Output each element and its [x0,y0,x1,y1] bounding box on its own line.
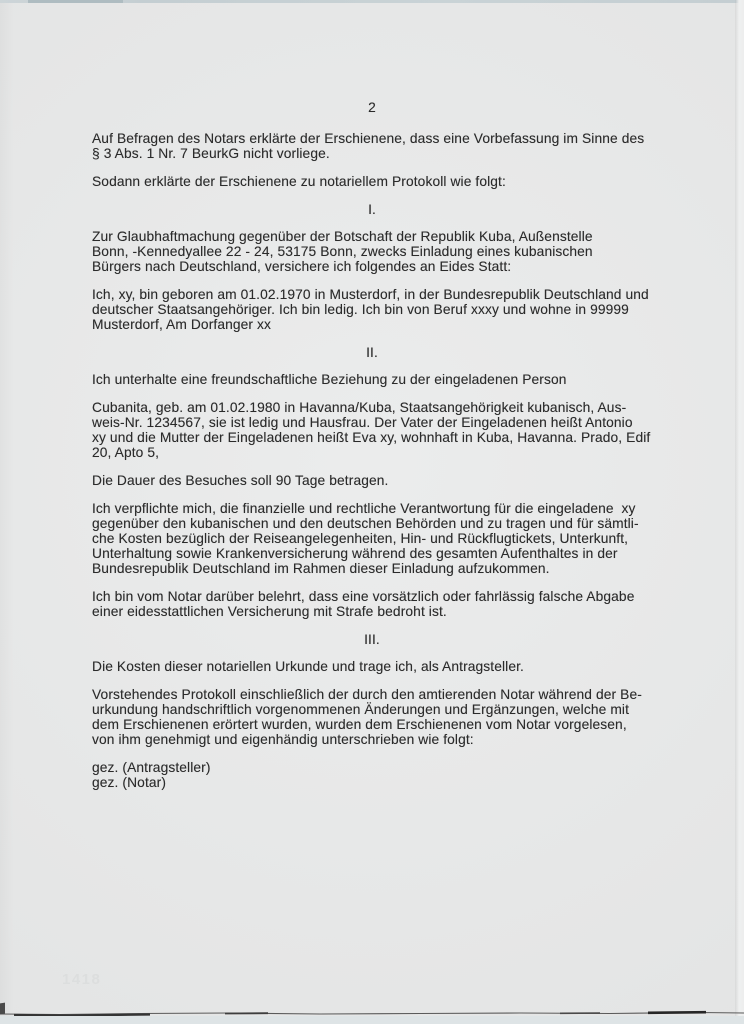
paragraph [92,760,652,790]
doc-line: Ich verpflichte mich, die finanzielle und rechtliche Verantwortung für die eingeladene xy [92,501,636,516]
section-heading [92,202,652,217]
paragraph [92,659,652,674]
section-heading [92,632,652,647]
doc-line: Die Kosten dieser notariellen Urkunde und trage ich, als Antragsteller. [92,659,524,674]
doc-line: III. [364,632,380,647]
doc-line: I. [368,202,376,217]
scan-artifact-top-edge [0,0,744,3]
doc-line: gez. (Notar) [92,775,167,790]
paragraph [92,473,652,488]
doc-line: Die Dauer des Besuches soll 90 Tage betragen. [92,473,389,488]
doc-line: weis-Nr. 1234567, sie ist ledig und Hausfrau. Der Vater der Eingeladenen heißt Antonio [92,415,633,430]
scan-artifact-right-band [735,0,744,1024]
doc-line: § 3 Abs. 1 Nr. 7 BeurkG nicht vorliege. [92,146,330,161]
doc-line: Ich unterhalte eine freundschaftliche Beziehung zu der eingeladenen Person [92,372,567,387]
doc-line: einer eidesstattlichen Versicherung mit Strafe bedroht ist. [92,604,447,619]
scan-artifact-left-tick [0,1003,5,1015]
doc-line: Musterdorf, Am Dorfanger xx [92,317,272,332]
document-content [92,100,652,803]
doc-line: deutscher Staatsangehöriger. Ich bin ledig. Ich bin von Beruf xxxy und wohne in 99999 [92,302,629,317]
scan-footer-mark: 1418 [62,971,102,988]
doc-line: Auf Befragen des Notars erklärte der Erschienene, dass eine Vorbefassung im Sinne des [92,131,645,146]
doc-line: von ihm genehmigt und eigenhändig unterschrieben wie folgt: [92,732,474,747]
document-blocks [92,131,652,790]
paragraph [92,287,652,332]
doc-line: gegenüber den kubanischen und den deutschen Behörden und zu tragen und für sämtli- [92,516,639,531]
doc-line: Bonn, -Kennedyallee 22 - 24, 53175 Bonn, zwecks Einladung eines kubanischen [92,244,593,259]
paragraph [92,687,652,747]
doc-line: dem Erschienenen erörtert wurden, wurden dem Erschienenen vom Notar vorgelesen, [92,717,627,732]
paragraph [92,131,652,161]
doc-line: Unterhaltung sowie Krankenversicherung während des gesamten Aufenthaltes in der [92,546,618,561]
doc-line: Ich bin vom Notar darüber belehrt, dass eine vorsätzlich oder fahrlässig falsche Abgabe [92,589,635,604]
doc-line: Cubanita, geb. am 01.02.1980 in Havanna/Kuba, Staatsangehörigkeit kubanisch, Aus- [92,400,627,415]
doc-line: Sodann erklärte der Erschienene zu notariellem Protokoll wie folgt: [92,174,506,189]
paragraph [92,174,652,189]
doc-line: xy und die Mutter der Eingeladenen heißt Eva xy, wohnhaft in Kuba, Havanna. Prado, Edif [92,430,651,445]
page-number: 2 [368,100,376,115]
scan-artifact-bottom-strip [0,1016,744,1024]
paragraph [92,372,652,387]
doc-line: II. [366,345,378,360]
paragraph [92,501,652,576]
paragraph [92,400,652,460]
doc-line: gez. (Antragsteller) [92,760,211,775]
doc-line: Zur Glaubhaftmachung gegenüber der Botschaft der Republik Kuba, Außenstelle [92,229,593,244]
paragraph [92,589,652,619]
doc-line: 20, Apto 5, [92,445,160,460]
doc-line: che Kosten bezüglich der Reiseangelegenheiten, Hin- und Rückflugtickets, Unterkunft, [92,531,629,546]
doc-line: urkundung handschriftlich vorgenommenen Änderungen und Ergänzungen, welche mit [92,702,630,717]
section-heading [92,345,652,360]
doc-line: Ich, xy, bin geboren am 01.02.1970 in Musterdorf, in der Bundesrepublik Deutschland und [92,287,649,302]
paragraph [92,229,652,274]
doc-line: Bürgers nach Deutschland, versichere ich folgendes an Eides Statt: [92,259,512,274]
doc-line: Bundesrepublik Deutschland im Rahmen dieser Einladung aufzukommen. [92,561,550,576]
doc-line: Vorstehendes Protokoll einschließlich der durch den amtierenden Notar während der Be- [92,687,642,702]
